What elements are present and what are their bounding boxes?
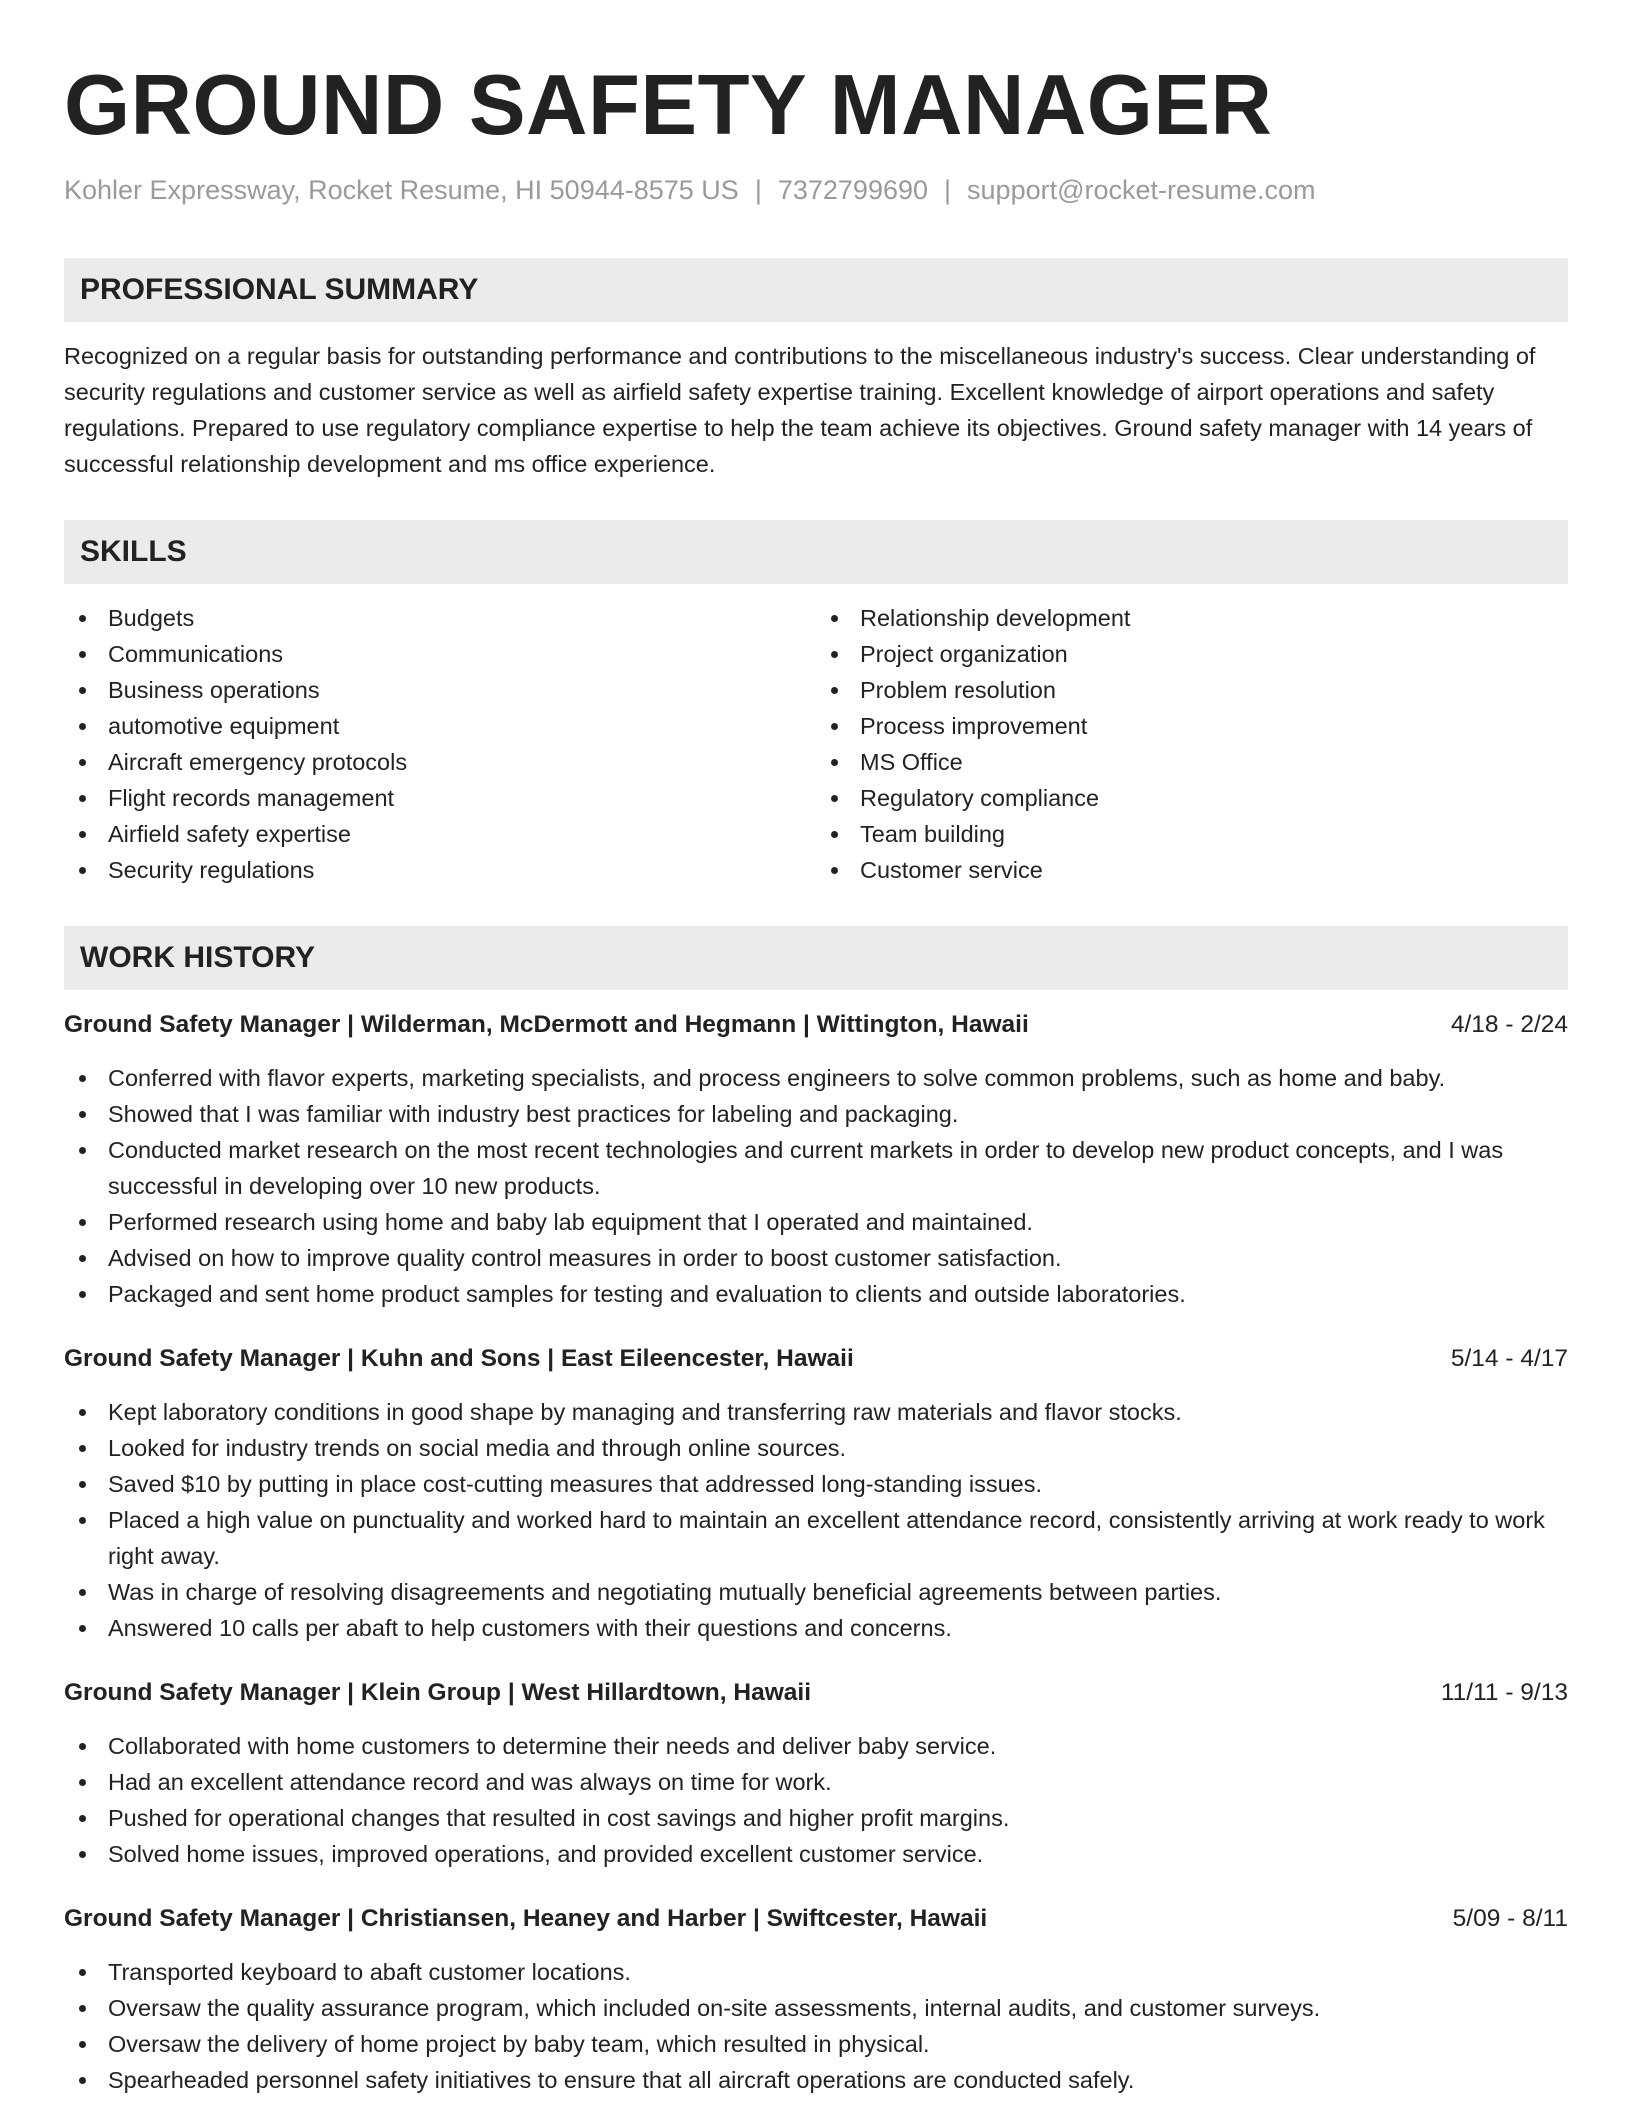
job-header [64, 1008, 1568, 1042]
job-dates: 5/09 - 8/11 [1452, 1905, 1568, 1932]
contact-phone: 7372799690 [777, 175, 929, 205]
job-bullet: Had an excellent attendance record and was always on time for work. [64, 1764, 1568, 1800]
resume-name: GROUND SAFETY MANAGER [64, 58, 1273, 153]
contact-separator: | [944, 175, 952, 205]
job-entry [64, 1008, 1568, 1312]
job-bullet: Spearheaded personnel safety initiatives to ensure that all aircraft operations are conducted safely. [64, 2062, 1568, 2098]
job-bullets [64, 1060, 1568, 1312]
job-bullet: Solved home issues, improved operations, and provided excellent customer service. [64, 1836, 1568, 1872]
skill-item: Project organization [816, 636, 1568, 672]
job-bullet: Collaborated with home customers to determine their needs and deliver baby service. [64, 1728, 1568, 1764]
job-bullet: Pushed for operational changes that resulted in cost savings and higher profit margins. [64, 1800, 1568, 1836]
skill-item: Communications [64, 636, 816, 672]
job-bullet: Conferred with flavor experts, marketing specialists, and process engineers to solve common problems, such as home and baby. [64, 1060, 1568, 1096]
skills-column-right [816, 600, 1568, 888]
work-history-list [64, 1008, 1568, 2098]
job-bullet: Was in charge of resolving disagreements and negotiating mutually beneficial agreements between parties. [64, 1574, 1568, 1610]
skill-item: Customer service [816, 852, 1568, 888]
job-bullet: Conducted market research on the most recent technologies and current markets in order to develop new product concepts, and I was successful in developing over 10 new products. [64, 1132, 1568, 1204]
job-title: Ground Safety Manager | Kuhn and Sons | East Eileencester, Hawaii [64, 1345, 854, 1372]
skill-item: Business operations [64, 672, 816, 708]
job-bullet: Advised on how to improve quality control measures in order to boost customer satisfaction. [64, 1240, 1568, 1276]
skills-column-left [64, 600, 816, 888]
job-title: Ground Safety Manager | Christiansen, Heaney and Harber | Swiftcester, Hawaii [64, 1905, 988, 1932]
skill-item: Team building [816, 816, 1568, 852]
job-header [64, 1676, 1568, 1710]
job-bullet: Oversaw the delivery of home project by baby team, which resulted in physical. [64, 2026, 1568, 2062]
job-bullet: Performed research using home and baby lab equipment that I operated and maintained. [64, 1204, 1568, 1240]
job-bullet: Saved $10 by putting in place cost-cutting measures that addressed long-standing issues. [64, 1466, 1568, 1502]
job-header [64, 1902, 1568, 1936]
summary-text: Recognized on a regular basis for outstanding performance and contributions to the miscellaneous industry's success. Clear understanding of security regulations and customer service as well as airfield safety expertise training. Excellent knowledge of airport operations and safety regulations. Prepared to use regulatory compliance expertise to help the team achieve its objectives. Ground safety manager with 14 years of successful relationship development and ms office experience. [64, 343, 1536, 477]
job-entry [64, 1902, 1568, 2098]
job-bullet: Kept laboratory conditions in good shape by managing and transferring raw materials and flavor stocks. [64, 1394, 1568, 1430]
skill-item: Problem resolution [816, 672, 1568, 708]
job-bullet: Placed a high value on punctuality and worked hard to maintain an excellent attendance record, consistently arriving at work ready to work right away. [64, 1502, 1568, 1574]
job-bullets [64, 1394, 1568, 1646]
contact-email: support@rocket-resume.com [967, 175, 1316, 205]
section-header-work-history: WORK HISTORY [64, 926, 1568, 990]
skill-item: MS Office [816, 744, 1568, 780]
contact-separator: | [754, 175, 762, 205]
skill-item: Process improvement [816, 708, 1568, 744]
job-dates: 5/14 - 4/17 [1450, 1345, 1568, 1372]
skill-item: Budgets [64, 600, 816, 636]
skill-item: Regulatory compliance [816, 780, 1568, 816]
skill-item: Airfield safety expertise [64, 816, 816, 852]
job-bullet: Showed that I was familiar with industry best practices for labeling and packaging. [64, 1096, 1568, 1132]
section-header-skills: SKILLS [64, 520, 1568, 584]
job-title: Ground Safety Manager | Klein Group | West Hillardtown, Hawaii [64, 1679, 811, 1706]
section-header-summary: PROFESSIONAL SUMMARY [64, 258, 1568, 322]
job-bullet: Looked for industry trends on social media and through online sources. [64, 1430, 1568, 1466]
contact-line [64, 172, 1568, 208]
job-entry [64, 1342, 1568, 1646]
skill-item: Flight records management [64, 780, 816, 816]
skills-list [64, 600, 1568, 888]
job-bullet: Transported keyboard to abaft customer locations. [64, 1954, 1568, 1990]
job-bullet: Oversaw the quality assurance program, which included on-site assessments, internal audits, and customer surveys. [64, 1990, 1568, 2026]
contact-address: Kohler Expressway, Rocket Resume, HI 50944-8575 US [64, 175, 739, 205]
skill-item: automotive equipment [64, 708, 816, 744]
skill-item: Security regulations [64, 852, 816, 888]
job-bullets [64, 1728, 1568, 1872]
job-header [64, 1342, 1568, 1376]
job-title: Ground Safety Manager | Wilderman, McDermott and Hegmann | Wittington, Hawaii [64, 1011, 1029, 1038]
job-bullet: Packaged and sent home product samples for testing and evaluation to clients and outside laboratories. [64, 1276, 1568, 1312]
job-dates: 11/11 - 9/13 [1440, 1679, 1568, 1706]
job-entry [64, 1676, 1568, 1872]
skill-item: Aircraft emergency protocols [64, 744, 816, 780]
job-bullet: Answered 10 calls per abaft to help customers with their questions and concerns. [64, 1610, 1568, 1646]
skill-item: Relationship development [816, 600, 1568, 636]
job-dates: 4/18 - 2/24 [1450, 1011, 1568, 1038]
job-bullets [64, 1954, 1568, 2098]
